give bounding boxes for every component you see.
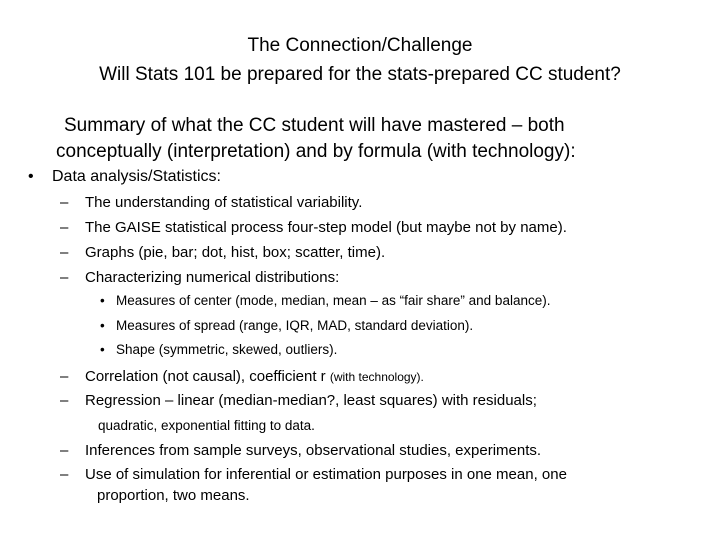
dash-marker: – [60,244,69,261]
sub-bullet-marker: • [100,318,105,333]
summary-line-1: Summary of what the CC student will have mastered – both [64,115,565,136]
slide-title [0,31,720,89]
list-item-correlation [85,368,424,385]
list-item: Graphs (pie, bar; dot, hist, box; scatter, time). [85,244,386,261]
list-item-regression: Regression – linear (median-median?, least squares) with residuals; [85,392,537,409]
list-item: The GAISE statistical process four-step model (but maybe not by name). [85,219,567,236]
title-line-2: Will Stats 101 be prepared for the stats-prepared CC student? [99,64,621,85]
list-item-regression-continued: quadratic, exponential fitting to data. [98,418,315,433]
sub-list-item: Measures of spread (range, IQR, MAD, standard deviation). [116,318,474,333]
section-heading: Data analysis/Statistics: [52,168,221,185]
dash-marker: – [60,368,69,385]
list-item-simulation-continued: proportion, two means. [97,487,250,504]
summary-heading [56,113,706,165]
list-item: Characterizing numerical distributions: [85,269,340,286]
sub-list-item: Measures of center (mode, median, mean – as “fair share” and balance). [116,293,551,308]
sub-list-item: Shape (symmetric, skewed, outliers). [116,342,338,357]
bullet-marker: • [28,168,34,185]
summary-line-2: conceptually (interpretation) and by formula (with technology): [56,141,576,162]
sub-bullet-marker: • [100,342,105,357]
list-item: The understanding of statistical variability. [85,194,363,211]
dash-marker: – [60,194,69,211]
sub-bullet-marker: • [100,293,105,308]
title-line-1: The Connection/Challenge [247,35,473,56]
list-item-inferences: Inferences from sample surveys, observational studies, experiments. [85,442,542,459]
list-item-simulation: Use of simulation for inferential or estimation purposes in one mean, one [85,466,567,483]
correlation-note: (with technology). [329,370,424,384]
dash-marker: – [60,219,69,236]
dash-marker: – [60,392,69,409]
correlation-text: Correlation (not causal), coefficient r [85,368,326,385]
dash-marker: – [60,442,69,459]
dash-marker: – [60,466,69,483]
dash-marker: – [60,269,69,286]
